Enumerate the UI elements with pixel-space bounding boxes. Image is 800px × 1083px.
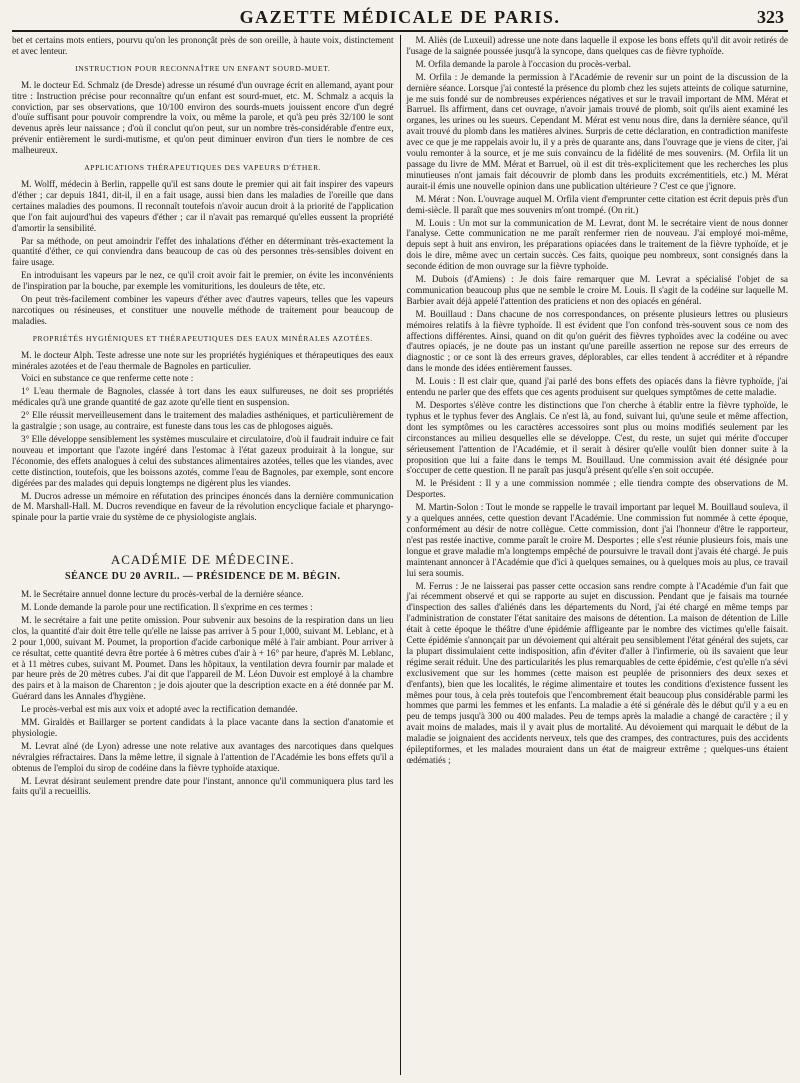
right-column	[400, 35, 789, 1075]
paragraph: En introduisant les vapeurs par le nez, ce qu'il croit avoir fait le premier, on évite les inconvénients de l'inspiration par la bouche, par exemple les vomituritions, les douleurs de tête, etc.	[12, 270, 394, 292]
paragraph: M. Levrat désirant seulement prendre date pour l'instant, annonce qu'il communiquera plus tard les faits qu'il a recueillis.	[12, 775, 394, 797]
paragraph: M. le docteur Alph. Teste adresse une note sur les propriétés hygiéniques et thérapeutiques des eaux minérales azotées et de l'eau thermale de Bagnoles en particulier.	[12, 349, 394, 371]
paragraph: M. Aliès (de Luxeuil) adresse une note dans laquelle il expose les bons effets qu'il dit avoir retirés de l'usage de la saignée poussée jusqu'à la syncope, dans quelques cas de fièvre typhoïde.	[406, 35, 788, 56]
masthead	[12, 6, 788, 32]
paragraph: M. Bouillaud : Dans chacune de nos correspondances, on présente plusieurs lettres ou plusieurs mémoires relatifs à la fièvre typhoïde. Il est évident que l'on confond très-souvent sous ce nom des affections différentes. Ainsi, quand on dit qu'on guérit des fièvres typhoïdes avec la codéine ou avec d'autres opiacés, je ne doute pas un instant qu'une pareille assertion ne repose sur des erreurs de diagnostic ; or ce sont là des erreurs graves, déplorables, car elles tendent à accréditer et à répandre dans le monde des idées entièrement fausses.	[406, 308, 788, 374]
paragraph: Par sa méthode, on peut amoindrir l'effet des inhalations d'éther en déterminant très-exactement la quantité d'éther, ce qui conviendra dans beaucoup de cas où des personnes très-sensibles doivent en faire usage.	[12, 235, 394, 268]
paragraph: M. Wolff, médecin à Berlin, rappelle qu'il est sans doute le premier qui ait fait inspirer des vapeurs d'éther ; car depuis 1841, dit-il, il en a fait usage, aussi bien dans les maladies de l'oreille que dans certaines maladies des poumons. Il reconnaît toutefois n'avoir aucun droit à la priorité de l'application que l'on fait aujourd'hui des vapeurs d'éther ; car il n'avait pas remarqué qu'elles eussent la propriété d'amortir la sensibilité.	[12, 178, 394, 233]
paragraph: M. Orfila demande la parole à l'occasion du procès-verbal.	[415, 58, 631, 69]
paragraph: M. Martin-Solon : Tout le monde se rappelle le travail important par lequel M. Bouillaud souleva, il y a quelques années, cette question devant l'Académie. Une commission fut nommée à cette époque, conformément au désir de notre collègue. Cette commission, dont j'ai l'honneur d'être le rapporteur, n'est pas restée inactive, comme paraît le croire M. Desportes ; elle s'est réunie plusieurs fois, mais une longue et grave maladie m'a longtemps empêché de poursuivre le travail dont j'avais été chargé. Je puis maintenant annoncer à l'Académie que d'ici à quelques semaines, ou à quelques mois au plus, ce travail lui sera soumis.	[406, 502, 788, 578]
left-column	[12, 35, 400, 1075]
paragraph: M. Ducros adresse un mémoire en réfutation des principes énoncés dans la dernière communication de M. Marshall-Hall. M. Ducros revendique en faveur de la révolution encyclique faciale et pharyngo-spinale pour la partie vraie du système de ce physiologiste anglais.	[12, 490, 394, 523]
paragraph: M. le Secrétaire annuel donne lecture du procès-verbal de la dernière séance.	[21, 589, 304, 600]
paragraph: M. le docteur Ed. Schmalz (de Dresde) adresse un résumé d'un ouvrage écrit en allemand, ayant pour titre : Instruction précise pour reconnaître qu'un enfant est sourd-muet, etc. M. Schmalz a acquis la conviction, par ses observations, que 10/100 environ des sourds-muets jouissent encore d'un degré d'ouïe suffisant pour pouvoir comprendre la voix, ou même la parole, et qu'à peu près 32/100 le sont devenus après leur naissance ; d'où il conclut qu'on peut, sur un nombre très-considérable d'entre eux, prévenir entièrement le surdi-mutisme, et qu'on peut diminuer environ d'un tiers le nombre de ces malheureux.	[12, 79, 394, 156]
columns	[12, 35, 788, 1075]
journal-title: GAZETTE MÉDICALE DE PARIS.	[239, 7, 561, 27]
paragraph: M. Mérat : Non. L'ouvrage auquel M. Orfila vient d'emprunter cette citation est écrit depuis près d'un demi-siècle. Il paraît que mes souvenirs m'ont trompé. (On rit.)	[406, 193, 788, 215]
paragraph: M. le Président : Il y a une commission nommée ; elle tiendra compte des observations de M. Desportes.	[406, 478, 788, 500]
seance-heading: SÉANCE DU 20 AVRIL. — PRÉSIDENCE DE M. BÉGIN.	[65, 571, 341, 583]
paragraph: 1° L'eau thermale de Bagnoles, classée à tort dans les eaux sulfureuses, ne doit ses propriétés médicales qu'à une grande quantité de gaz azote qu'elle tient en suspension.	[12, 386, 394, 408]
paragraph: On peut très-facilement combiner les vapeurs d'éther avec d'autres vapeurs, telles que les vapeurs narcotiques ou résineuses, et constituer une nouvelle méthode de traitement pour beaucoup de maladies.	[12, 294, 394, 326]
paragraph: M. Dubois (d'Amiens) : Je dois faire remarquer que M. Levrat a spécialisé l'objet de sa communication beaucoup plus que ne semble le croire M. Louis. Il s'agit de la codéine sur laquelle M. Barbier avait déjà appelé l'attention des praticiens et non des opiacés en général.	[406, 274, 788, 306]
academie-heading: ACADÉMIE DE MÉDECINE.	[110, 552, 295, 568]
paragraph: M. Levrat aîné (de Lyon) adresse une note relative aux avantages des narcotiques dans quelques névralgies réfractaires. Dans la même lettre, il signale à l'attention de l'Académie les bons effets qu'il a obtenus de l'emploi du sirop de codéine dans la fièvre typhoïde ataxique.	[12, 740, 394, 773]
paragraph: M. Ferrus : Je ne laisserai pas passer cette occasion sans rendre compte à l'Académie d'un fait que j'ai récemment observé et qui se rapporte au sujet en discussion. Pendant que je faisais ma tournée d'inspection des salles d'aliénés dans les départements du Nord, j'ai été chargé en même temps par l'administration de constater l'état sanitaire des maisons de détention. La maison de détention de Lille était à cette époque le théâtre d'une épidémie affligeante par le nombre des victimes qu'elle faisait. Cette épidémie s'annonçait par un dévoiement qui altérait peu sensiblement l'état général des sujets, car la plupart dissimulaient cette indisposition, afin d'éviter d'aller à l'infirmerie, où ils savaient que leur régime serait réduit. Une des particularités les plus remarquables de cette épidémie, c'est qu'elle n'a sévi exclusivement que sur les hommes (cette maison est peuplée de prisonniers des deux sexes et d'enfants), bien que les localités, le régime alimentaire et toutes les conditions d'existence fussent les mêmes pour tous, à cela près toutefois que l'encombrement était beaucoup plus considérable parmi les hommes que parmi les femmes et les enfants. La maladie a été si générale dès le début qu'il y a eu en peu de temps jusqu'à 300 ou 400 malades. Peu de temps après la maladie a changé de caractère ; il y avait moins de malades, mais il y avait plus de mortalité. Au dévoiement qui marquait le début de la maladie se joignaient des accidents nerveux, tels que des crampes, des contractures, puis des accidents épileptiformes, et les malades mouraient dans un état de maigreur extrême ; quelques-uns étaient œdématiés ;	[406, 580, 788, 765]
paragraph: Voici en substance ce que renferme cette note :	[21, 373, 194, 384]
paragraph: M. Desportes s'élève contre les distinctions que l'on cherche à établir entre la fièvre typhoïde, le typhus et le typhus fever des Anglais. Ce n'est là, au fond, suivant lui, qu'une seule et même affection, dont les symptômes ou les caractères accessoires sont plus ou moins modifiés seulement par les circonstances au milieu desquelles elle se développe. C'est, du reste, un sujet qui mérite d'occuper sérieusement l'attention de l'Académie, et il serait à désirer qu'elle voulût bien donner suite à la proposition que lui a faite dans le temps M. Bouillaud. Une commission avait été désignée pour s'occuper de cette question. Il ne paraît pas jusqu'à présent qu'elle s'en soit occupée.	[406, 400, 788, 476]
section-heading: APPLICATIONS THÉRAPEUTIQUES DES VAPEURS D'ÉTHER.	[84, 163, 322, 173]
paragraph: M. Orfila : Je demande la permission à l'Académie de revenir sur un point de la discussion de la dernière séance. Lorsque j'ai contesté la présence du plomb chez les sujets atteints de colique saturnine, je me suis fondé sur de nombreuses expériences négatives et sur le travail important de MM. Mérat et Barruel. Ils affirment, dans cet ouvrage, n'avoir jamais trouvé de plomb, soit qu'ils aient examiné les organes, les urines ou les sueurs. Cependant M. Mérat est venu nous dire, dans la dernière séance, qu'il avait trouvé du plomb dans les matières alvines. Surpris de cette déclaration, en contradiction manifeste avec ce que je me rappelais avoir lu, il y a près de quarante ans, dans l'ouvrage que je viens de citer, j'ai voulu remonter à la source, et je me suis convaincu de la fidélité de mes souvenirs. (M. Orfila lit un passage du livre de MM. Mérat et Barruel, où il est dit très-explicitement que les recherches les plus minutieuses n'ont jamais fait découvrir de plomb dans les produits excrémentitiels, etc.) M. Mérat aurait-il émis une nouvelle opinion dans une publication ultérieure ? C'est ce que j'ignore.	[406, 71, 788, 191]
paragraph: 2° Elle réussit merveilleusement dans le traitement des maladies asthéniques, et particulièrement de la gastralgie ; son usage, au contraire, est funeste dans tous les cas de phlogoses aiguës.	[12, 410, 394, 432]
paragraph: M. Londe demande la parole pour une rectification. Il s'exprime en ces termes :	[21, 601, 313, 612]
paragraph: Le procès-verbal est mis aux voix et adopté avec la rectification demandée.	[21, 704, 298, 715]
paragraph: 3° Elle développe sensiblement les systèmes musculaire et circulatoire, d'où il faudrait induire ce fait nouveau et important que l'azote ingéré dans l'estomac à l'état gazeux produirait à la longue, sur l'économie, des effets analogues à celui des substances alimentaires azotées, telles que les viandes, avec cette distinction, toutefois, que les boissons azotés, comme l'eau de Bagnoles, par exemple, sont encore digérées par des malades qui depuis longtemps ne digèrent plus les viandes.	[12, 434, 394, 488]
paragraph: M. Louis : Il est clair que, quand j'ai parlé des bons effets des opiacés dans la fièvre typhoïde, j'ai entendu ne parler que des effets que ces agents produisent sur quelques symptômes de cette maladie.	[406, 376, 788, 398]
paragraph: M. le secrétaire a fait une petite omission. Pour subvenir aux besoins de la respiration dans un lieu clos, la quantité d'air doit être telle qu'elle ne laisse pas arriver à 5 pour 1,000, suivant M. Leblanc, et à 2 pour 1,000, suivant M. Poumet, la proportion d'acide carbonique mêlé à l'air ambiant. Pour arriver à ce résultat, cette quantité devra être portée à 6 mètres cubes d'air à + 16° par heure, d'après M. Leblanc, et à 11 mètres cubes, suivant M. Poumet. Dans les hôpitaux, la ventilation devra fournir par malade et par heure près de 20 mètres cubes. J'ai dit que l'appareil de M. Léon Duvoir est employé à la chambre des pairs et à la maison de Charenton ; je dois ajouter que la description exacte en a été donnée par M. Guérard dans les Annales d'hygiène.	[12, 614, 394, 702]
paragraph: bet et certains mots entiers, pourvu qu'on les prononçât près de son oreille, à haute voix, distinctement et avec lenteur.	[12, 35, 394, 56]
section-heading: INSTRUCTION POUR RECONNAÎTRE UN ENFANT SOURD-MUET.	[75, 63, 331, 73]
page-number: 323	[757, 7, 784, 27]
section-heading: PROPRIÉTÉS HYGIÉNIQUES ET THÉRAPEUTIQUES DES EAUX MINÉRALES AZOTÉES.	[32, 333, 373, 343]
paragraph: M. Louis : Un mot sur la communication de M. Levrat, dont M. le secrétaire vient de nous donner l'analyse. Cette communication ne me paraît renfermer rien de nouveau. J'ai employé moi-même, depuis sept à huit ans environ, les préparations opiacées dans le traitement de la fièvre typhoïde, et je dois le dire, même avec un certain succès. Ces faits, quoique peu nombreux, sont consignés dans la seconde édition de mon ouvrage sur la fièvre typhoïde.	[406, 217, 788, 272]
paragraph: MM. Giraldès et Baillarger se portent candidats à la place vacante dans la section d'anatomie et physiologie.	[12, 717, 394, 738]
